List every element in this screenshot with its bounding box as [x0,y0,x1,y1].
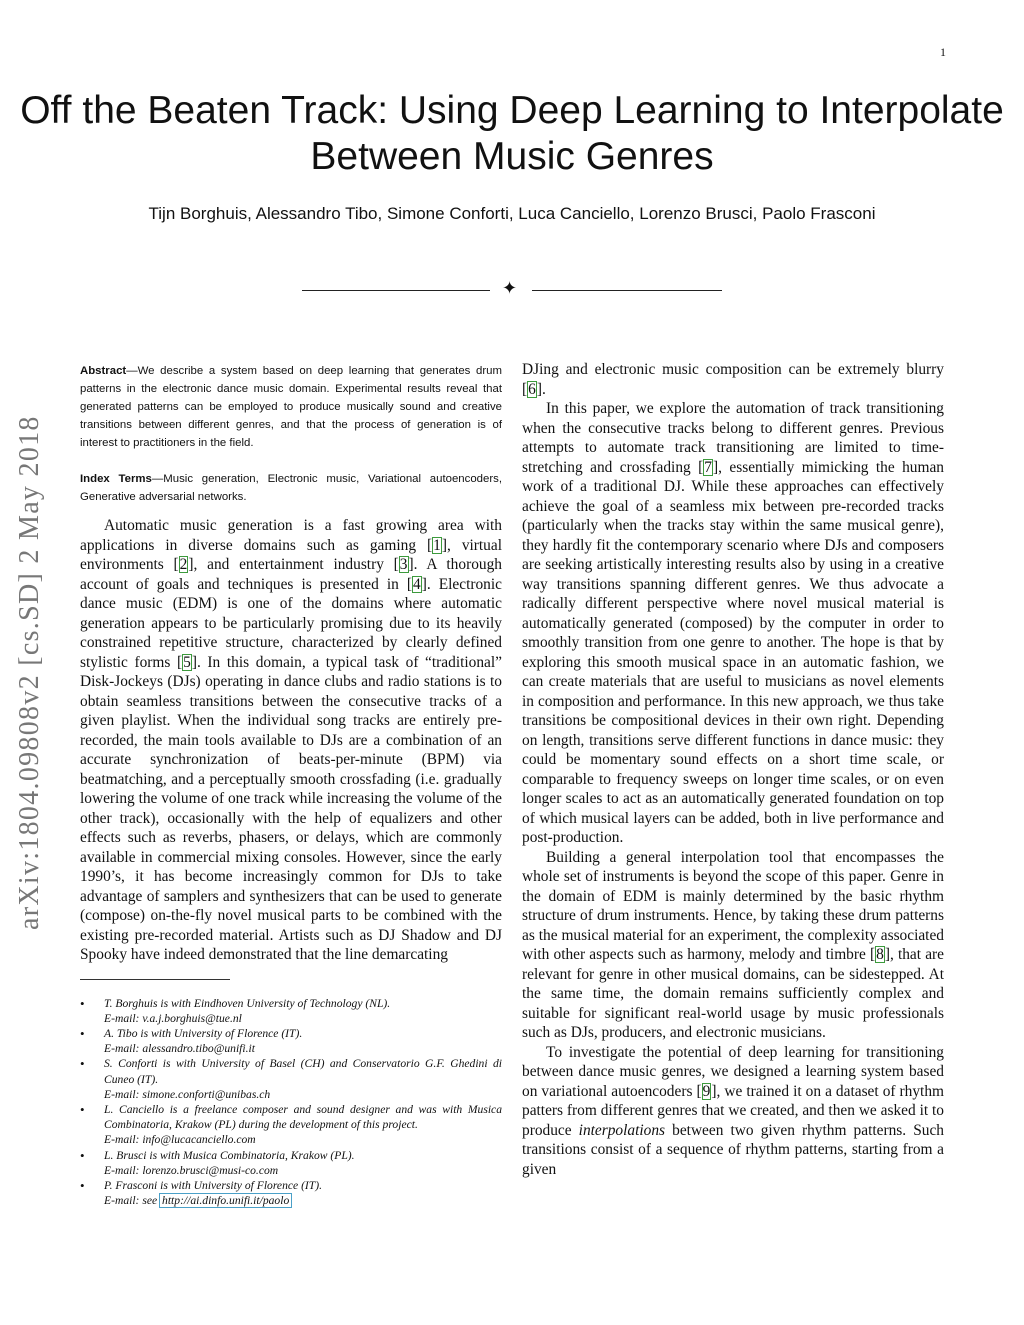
intro-text: , virtual environments [80,536,502,573]
body-paragraph: In this paper, we explore the automation of track transitioning when the consecutive tracks belong to different genres. Previous attempts to automate track transitioning are limited to time-stretching and crossfading [7], essentially mimicking the human work of a traditional DJ. While these approaches can effectively achieve the goal of a seamless mix between pre-recorded tracks (particularly when the tracks stay within the same musical genre), they hardly fit the contemporary scenario where DJs and composers are seeking artistically interesting results also by using in a creative way transitions spanning different genres. We thus advocate a radically different perspective where novel musical material is automatically generated (composed) by the computer in order to smoothly transition from one genre to another. The hope is that by exploring this smooth musical space in an automatic fashion, we can create materials that are useful to musicians as novel elements in composition and performance. In this new approach, we thus take transitions be compositional devices in their own right. Depending on length, transitions serve different functions in dance music: they could be momentary sound effects on a short time scale, or comparable to frequency sweeps on longer time scales, or on even longer scales to act as an automatically generated foundation on top of which musical layers can be added, both in live performance and post-production. [522,400,945,846]
footnote-email: E-mail: v.a.j.borghuis@tue.nl [104,1011,242,1025]
footnote-affiliation: P. Frasconi is with University of Florence (IT). [104,1178,322,1192]
index-terms [80,470,502,506]
footnote-affiliation: L. Brusci is with Musica Combinatoria, Krakow (PL). [104,1148,355,1162]
footnote-email: E-mail: simone.conforti@unibas.ch [104,1087,271,1101]
homepage-link[interactable]: http://ai.dinfo.unifi.it/paolo [162,1194,290,1208]
separator-line-right [532,290,722,291]
intro-text: . A thorough account of goals and techniques is presented in [80,556,502,593]
separator-line-left [302,290,490,291]
body-text: , we trained it on a dataset of rhythm patters from different genres that we created, and then we asked it to produce [522,1082,944,1139]
citation-link[interactable]: 3 [399,556,408,573]
intro-text: . In this domain, a typical task of “traditional” Disk-Jockeys (DJs) operating in dance clubs and radio stations is to obtain seamless transitions between the consecutive tracks of a given playlist. When the individual song tracks are entirely pre-recorded, the main tools available to DJs are a combination of an accurate synchronization of beats-per-minute (BPM) via beatmatching, and a perceptually smooth crossfading (i.e. gradually lowering the volume of one track while increasing the volume of the other track), occasionally with the help of equalizers and other effects such as reverbs, phasers, or delays, which are commonly available in commercial mixing consoles. However, since the early 1990’s, it has become increasingly common for DJs to take advantage of samplers and synthesizers that can be used to generate (compose) on-the-fly novel musical parts to be combined with the existing pre-recorded material. Artists such as DJ Shadow and DJ Spooky have indeed demonstrated that the line demarcating [80,653,502,963]
footnote-email-prefix: E-mail: see [104,1194,161,1208]
paper-title: Off the Beaten Track: Using Deep Learning to Interpolate Between Music Genres [20,89,1004,178]
intro-text: , and entertainment industry [193,556,394,573]
citation-link[interactable]: 2 [179,556,188,573]
body-text: Building a general interpolation tool that encompasses the whole set of instruments is beyond the scope of this paper. Genre in the domain of EDM is mainly determined by the basic rhythm structure of drum instruments. Hence, by taking these drum patterns as the musical material for an experiment, the complexity associated with other aspects such as harmony, melody and timbre [522,848,944,963]
arxiv-stamp: arXiv:1804.09808v2 [cs.SD] 2 May 2018 [14,415,45,930]
footnote-item [80,1056,502,1102]
title-separator [302,280,722,300]
footnote-list [80,996,502,1209]
footnote-item [80,1178,502,1208]
footnote-item [80,996,502,1026]
citation-link[interactable]: 8 [876,946,884,963]
left-column [80,362,502,1208]
body-text: between two given rhythm patterns. Such transitions consist of a sequence of rhythm patterns, starting from a given [522,1121,944,1178]
index-terms-text: —Music generation, Electronic music, Variational autoencoders, Generative adversarial networks. [80,473,502,503]
body-text: In this paper, we explore the automation of track transitioning when the consecutive tracks belong to different genres. Previous attempts to automate track transitioning are limited to time-stretching and crossfading [522,400,944,476]
abstract-text: —We describe a system based on deep learning that generates drum patterns in the electronic dance music domain. Experimental results reveal that generated patterns can be employed to produce musically sound and creative transitions between different genres, and that the process of generation is of interest to practitioners in the field. [80,365,502,449]
body-text: To investigate the potential of deep learning for transitioning between dance music genres, we designed a learning system based on variational autoencoders [522,1043,944,1100]
intro-text: Automatic music generation is a fast growing area with applications in diverse domains such as gaming [80,517,502,554]
footnote-rule [80,979,230,980]
citation-link[interactable]: 1 [433,536,441,554]
footnote-item [80,1026,502,1056]
body-paragraph: DJing and electronic music composition can be extremely blurry [6]. [522,361,944,398]
footnote-affiliation: T. Borghuis is with Eindhoven University of Technology (NL). [104,996,391,1010]
body-paragraph: Building a general interpolation tool that encompasses the whole set of instruments is beyond the scope of this paper. Genre in the domain of EDM is mainly determined by the basic rhythm structure of drum instruments. Hence, by taking these drum patterns as the musical material for an experiment, the complexity associated with other aspects such as harmony, melody and timbre [8], that are relevant for genre in other musical domains, can be sidestepped. At the same time, the domain remains sufficiently complex and suitable for significant real-world usage by music professionals such as DJs, producers, and electronic musicians. [522,848,944,1041]
citation-link[interactable]: 5 [183,653,191,671]
footnote-affiliation: S. Conforti is with University of Basel (CH) and Conservatorio G.F. Ghedini di Cuneo (IT). [104,1057,502,1086]
separator-diamond-icon: ✦ [502,278,518,299]
body-text: , that are relevant for genre in other musical domains, can be sidestepped. At the same time, the domain remains sufficiently complex and suitable for significant real-world usage by music professionals such as DJs, producers, and electronic musicians. [522,946,944,1041]
body-paragraph: To investigate the potential of deep learning for transitioning between dance music genres, we designed a learning system based on variational autoencoders [9], we trained it on a dataset of rhythm patters from different genres that we created, and then we asked it to produce interpolations between two given rhythm patterns. Such transitions consist of a sequence of rhythm patterns, starting from a given [522,1043,944,1178]
page-number: 1 [940,45,946,59]
abstract [80,362,502,452]
citation-link[interactable]: 7 [704,458,712,476]
footnote-item [80,1148,502,1178]
body-text: DJing and electronic music composition can be extremely blurry [522,361,944,378]
body-text: , essentially mimicking the human work of a traditional DJ. While these approaches can effectively achieve the goal of a seamless mix between pre-recorded tracks (particularly when the tracks stay within the same musical genre), they hardly fit the contemporary scenario where DJs and composers are seeking artistically interesting results also by using in a creative way transitions spanning different genres. We thus advocate a radically different perspective where novel musical material is automatically generated (composed) by the computer in order to smoothly transition from one genre to another. The hope is that by exploring this smooth musical space in an automatic fashion, we can create materials that are useful to musicians as novel elements in composition and performance. In this new approach, we thus take transitions be compositional devices in their own right. Depending on length, transitions serve different functions in dance music: they could be momentary sound effects on a short time scale, or comparable to frequency sweeps on longer time scales, or on even longer scales to act as an automatically generated foundation on top of which musical layers can be added, both in live performance and post-production. [522,458,945,846]
footnote-affiliation: A. Tibo is with University of Florence (IT). [104,1026,303,1040]
footnote-email: E-mail: alessandro.tibo@unifi.it [104,1042,255,1056]
citation-link[interactable]: 9 [702,1082,711,1100]
body-text: . [541,380,546,398]
right-column [522,360,944,1179]
footnote-email: E-mail: info@lucacanciello.com [104,1133,256,1147]
footnote-email [104,1193,502,1208]
intro-text: . Electronic dance music (EDM) is one of the domains where automatic generation appears to be particularly promising due to its heavily constrained repetitive structure, characterized by clearly defined stylistic forms [80,575,502,671]
citation-link[interactable]: 6 [528,380,536,398]
intro-paragraph: Automatic music generation is a fast growing area with applications in diverse domains such as gaming [1], virtual environments [2], and entertainment industry [3]. A thorough account of goals and techniques is presented in [4]. Electronic dance music (EDM) is one of the domains where automatic generation appears to be particularly promising due to its heavily constrained repetitive structure, characterized by clearly defined stylistic forms [5]. In this domain, a typical task of “traditional” Disk-Jockeys (DJs) operating in dance clubs and radio stations is to obtain seamless transitions between the consecutive tracks of a given playlist. When the individual song tracks are entirely pre-recorded, the main tools available to DJs are a combination of an accurate synchronization of beats-per-minute (BPM) via beatmatching, and a perceptually smooth crossfading (i.e. gradually lowering the volume of one track while increasing the volume of the other track), occasionally with the help of equalizers and other effects such as reverbs, phasers, or delays, which are commonly available in commercial mixing consoles. However, since the early 1990’s, it has become increasingly common for DJs to take advantage of samplers and synthesizers that can be used to generate (compose) on-the-fly novel musical parts to be combined with the existing pre-recorded material. Artists such as DJ Shadow and DJ Spooky have indeed demonstrated that the line demarcating [80,517,502,963]
emphasis-text: interpolations [578,1121,666,1139]
footnote-email: E-mail: lorenzo.brusci@musi-co.com [104,1163,279,1177]
citation-link[interactable]: 4 [413,575,421,593]
abstract-label: Abstract [80,365,127,377]
index-terms-label: Index Terms [80,473,152,485]
footnote-item [80,1102,502,1148]
footnote-affiliation: L. Canciello is a freelance composer and sound designer and was with Musica Combinatoria, Krakow (PL) during the development of this project. [104,1102,502,1132]
author-list: Tijn Borghuis, Alessandro Tibo, Simone Conforti, Luca Canciello, Lorenzo Brusci, Paolo Frasconi [148,204,876,223]
